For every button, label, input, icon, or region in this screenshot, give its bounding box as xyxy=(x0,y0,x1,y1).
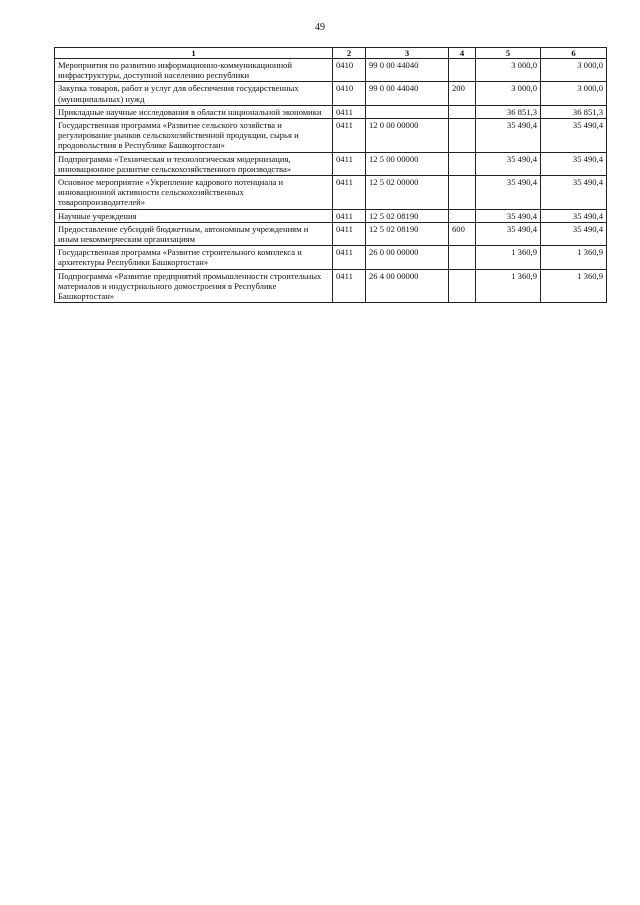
row-target xyxy=(366,105,449,118)
row-target: 99 0 00 44040 xyxy=(366,59,449,82)
row-amount2: 35 490,4 xyxy=(541,222,607,245)
row-section: 0411 xyxy=(333,209,366,222)
row-amount1: 35 490,4 xyxy=(476,176,541,210)
row-name: Научные учреждения xyxy=(55,209,333,222)
row-expense-type xyxy=(449,176,476,210)
row-expense-type: 600 xyxy=(449,222,476,245)
column-header-target: 3 xyxy=(366,48,449,59)
row-amount1: 35 490,4 xyxy=(476,119,541,153)
row-amount2: 36 851,3 xyxy=(541,105,607,118)
row-amount2: 35 490,4 xyxy=(541,152,607,175)
row-name: Предоставление субсидий бюджетным, автономным учреждениям и иным некоммерческим организациям xyxy=(55,222,333,245)
table-row xyxy=(55,119,607,153)
table-row xyxy=(55,59,607,82)
row-amount2: 3 000,0 xyxy=(541,82,607,105)
row-section: 0411 xyxy=(333,246,366,269)
table-row xyxy=(55,82,607,105)
row-amount2: 35 490,4 xyxy=(541,119,607,153)
table-row xyxy=(55,152,607,175)
row-expense-type xyxy=(449,209,476,222)
row-section: 0411 xyxy=(333,176,366,210)
column-header-expense-type: 4 xyxy=(449,48,476,59)
row-target: 26 4 00 00000 xyxy=(366,269,449,303)
table-row xyxy=(55,105,607,118)
row-amount2: 35 490,4 xyxy=(541,209,607,222)
column-header-amount2: 6 xyxy=(541,48,607,59)
row-expense-type xyxy=(449,59,476,82)
row-name: Государственная программа «Развитие строительного комплекса и архитектуры Республики Башкортостан» xyxy=(55,246,333,269)
table-row xyxy=(55,222,607,245)
column-header-amount1: 5 xyxy=(476,48,541,59)
row-expense-type xyxy=(449,152,476,175)
row-section: 0411 xyxy=(333,269,366,303)
budget-table xyxy=(54,47,607,303)
row-amount1: 1 360,9 xyxy=(476,269,541,303)
row-target: 12 5 00 00000 xyxy=(366,152,449,175)
row-amount2: 1 360,9 xyxy=(541,246,607,269)
row-section: 0410 xyxy=(333,59,366,82)
row-expense-type: 200 xyxy=(449,82,476,105)
column-header-name: 1 xyxy=(55,48,333,59)
row-section: 0411 xyxy=(333,152,366,175)
row-name: Подпрограмма «Развитие предприятий промышленности строительных материалов и индустриального домостроения в Республике Башкортостан» xyxy=(55,269,333,303)
row-amount1: 1 360,9 xyxy=(476,246,541,269)
row-amount1: 36 851,3 xyxy=(476,105,541,118)
row-amount1: 35 490,4 xyxy=(476,222,541,245)
row-section: 0411 xyxy=(333,119,366,153)
row-target: 12 0 00 00000 xyxy=(366,119,449,153)
row-target: 99 0 00 44040 xyxy=(366,82,449,105)
row-amount1: 35 490,4 xyxy=(476,209,541,222)
row-amount2: 1 360,9 xyxy=(541,269,607,303)
row-section: 0411 xyxy=(333,105,366,118)
row-name: Закупка товаров, работ и услуг для обеспечения государственных (муниципальных) нужд xyxy=(55,82,333,105)
row-name: Подпрограмма «Техническая и технологическая модернизация, инновационное развитие сельскохозяйственного производства» xyxy=(55,152,333,175)
row-amount1: 35 490,4 xyxy=(476,152,541,175)
table-row xyxy=(55,176,607,210)
table-row xyxy=(55,209,607,222)
table-row xyxy=(55,246,607,269)
row-target: 12 5 02 08190 xyxy=(366,222,449,245)
row-name: Основное мероприятие «Укрепление кадрового потенциала и инновационной активности сельскохозяйственных товаропроизводителей» xyxy=(55,176,333,210)
row-name: Прикладные научные исследования в области национальной экономики xyxy=(55,105,333,118)
row-expense-type xyxy=(449,269,476,303)
row-amount2: 3 000,0 xyxy=(541,59,607,82)
row-expense-type xyxy=(449,119,476,153)
row-target: 12 5 02 08190 xyxy=(366,209,449,222)
table-header-row xyxy=(55,48,607,59)
column-header-section: 2 xyxy=(333,48,366,59)
row-expense-type xyxy=(449,105,476,118)
row-name: Государственная программа «Развитие сельского хозяйства и регулирование рынков сельскохозяйственной продукции, сырья и продовольствия в Республике Башкортостан» xyxy=(55,119,333,153)
row-amount1: 3 000,0 xyxy=(476,59,541,82)
row-target: 26 0 00 00000 xyxy=(366,246,449,269)
row-expense-type xyxy=(449,246,476,269)
table-row xyxy=(55,269,607,303)
page-number: 49 xyxy=(315,22,325,33)
row-name: Мероприятия по развитию информационно-коммуникационной инфраструктуры, доступной населению республики xyxy=(55,59,333,82)
row-amount2: 35 490,4 xyxy=(541,176,607,210)
row-amount1: 3 000,0 xyxy=(476,82,541,105)
row-section: 0410 xyxy=(333,82,366,105)
row-section: 0411 xyxy=(333,222,366,245)
row-target: 12 5 02 00000 xyxy=(366,176,449,210)
